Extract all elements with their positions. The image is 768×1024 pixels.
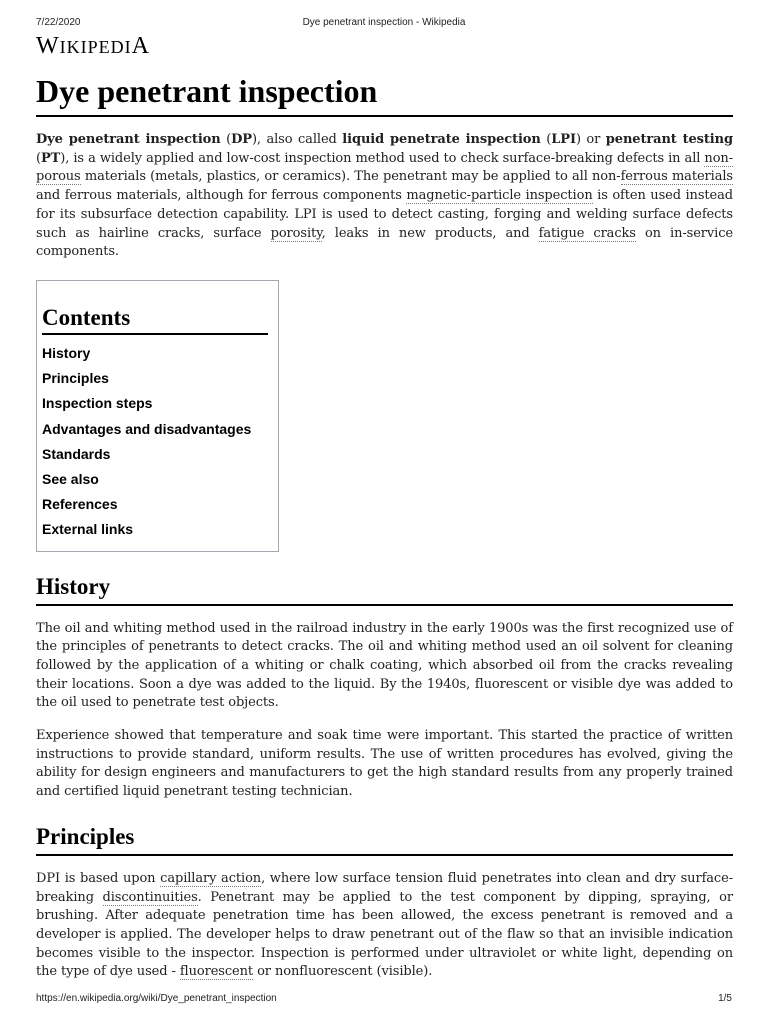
print-page-title: Dye penetrant inspection - Wikipedia <box>302 17 466 28</box>
link-capillary-action[interactable]: capillary action <box>160 870 262 886</box>
link-discontinuities[interactable]: discontinuities <box>102 889 198 905</box>
principles-paragraph: DPI is based upon capillary action, where low surface tension fluid penetrates into clean and dry surface-breaking discontinuities. Penetrant may be applied to the test component by dipping, spraying, or brushing. After adequate penetration time has been allowed, the excess penetrant is removed and a developer is applied. The developer helps to draw penetrant out of the flaw so that an invisible indication becomes visible to the inspector. Inspection is performed under ultraviolet or white light, depending on the type of dye used - fluorescent or nonfluorescent (visible). <box>36 870 733 980</box>
toc-item-standards[interactable]: Standards <box>42 445 111 462</box>
toc-item-references[interactable]: References <box>42 496 118 513</box>
history-paragraph-2: Experience showed that temperature and soak time were important. This started the practice of written instructions to provide standard, uniform results. The use of written procedures has evolved, giving the ability for design engineers and manufacturers to get the high standard results from any properly trained and certified liquid penetrant testing technician. <box>36 728 733 800</box>
lead-paragraph: Dye penetrant inspection (DP), also called liquid penetrate inspection (LPI) or penetrant testing (PT), is a widely applied and low-cost inspection method used to check surface-breaking defects in all non-porous materials (metals, plastics, or ceramics). The penetrant may be applied to all non-ferrous materials and ferrous materials, although for ferrous components magnetic-particle inspection is often used instead for its subsurface detection capability. LPI is used to detect casting, forging and welding surface defects such as hairline cracks, surface porosity, leaks in new products, and fatigue cracks on in-service components. <box>36 132 733 260</box>
link-fluorescent[interactable]: fluorescent <box>179 964 254 980</box>
link-magnetic-particle-inspection[interactable]: magnetic-particle inspection <box>406 188 593 204</box>
section-heading-principles: Principles <box>36 822 733 856</box>
page-number: 1/5 <box>718 993 732 1004</box>
history-paragraph-1: The oil and whiting method used in the railroad industry in the early 1900s was the first recognized use of the principles of penetrants to detect cracks. The oil and whiting method used an oil solvent for cleaning followed by the application of a whiting or chalk coating, which absorbed oil from the cracks revealing their locations. Soon a dye was added to the liquid. By the 1940s, fluorescent or visible dye was added to the oil used to penetrate test objects. <box>36 620 733 711</box>
link-non-porous[interactable]: non-porous <box>36 150 733 185</box>
toc-item-advantages-and-disadvantages[interactable]: Advantages and disadvantages <box>42 420 252 437</box>
section-heading-history: History <box>36 572 733 606</box>
toc-item-inspection-steps[interactable]: Inspection steps <box>42 395 153 412</box>
link-ferrous-materials[interactable]: ferrous materials <box>620 169 733 185</box>
link-porosity[interactable]: porosity <box>270 225 322 241</box>
toc-item-principles[interactable]: Principles <box>42 370 109 387</box>
table-of-contents <box>36 280 279 552</box>
toc-title: Contents <box>42 305 268 335</box>
print-date: 7/22/2020 <box>36 17 81 28</box>
toc-item-see-also[interactable]: See also <box>42 470 99 487</box>
link-fatigue-cracks[interactable]: fatigue cracks <box>538 225 636 241</box>
page-title: Dye penetrant inspection <box>36 70 733 117</box>
print-url: https://en.wikipedia.org/wiki/Dye_penetrant_inspection <box>36 993 277 1004</box>
wikipedia-wordmark[interactable]: WIKIPEDIA <box>36 33 150 59</box>
toc-list <box>42 341 278 543</box>
article-content <box>36 32 733 982</box>
toc-item-external-links[interactable]: External links <box>42 521 134 538</box>
toc-item-history[interactable]: History <box>42 344 91 361</box>
